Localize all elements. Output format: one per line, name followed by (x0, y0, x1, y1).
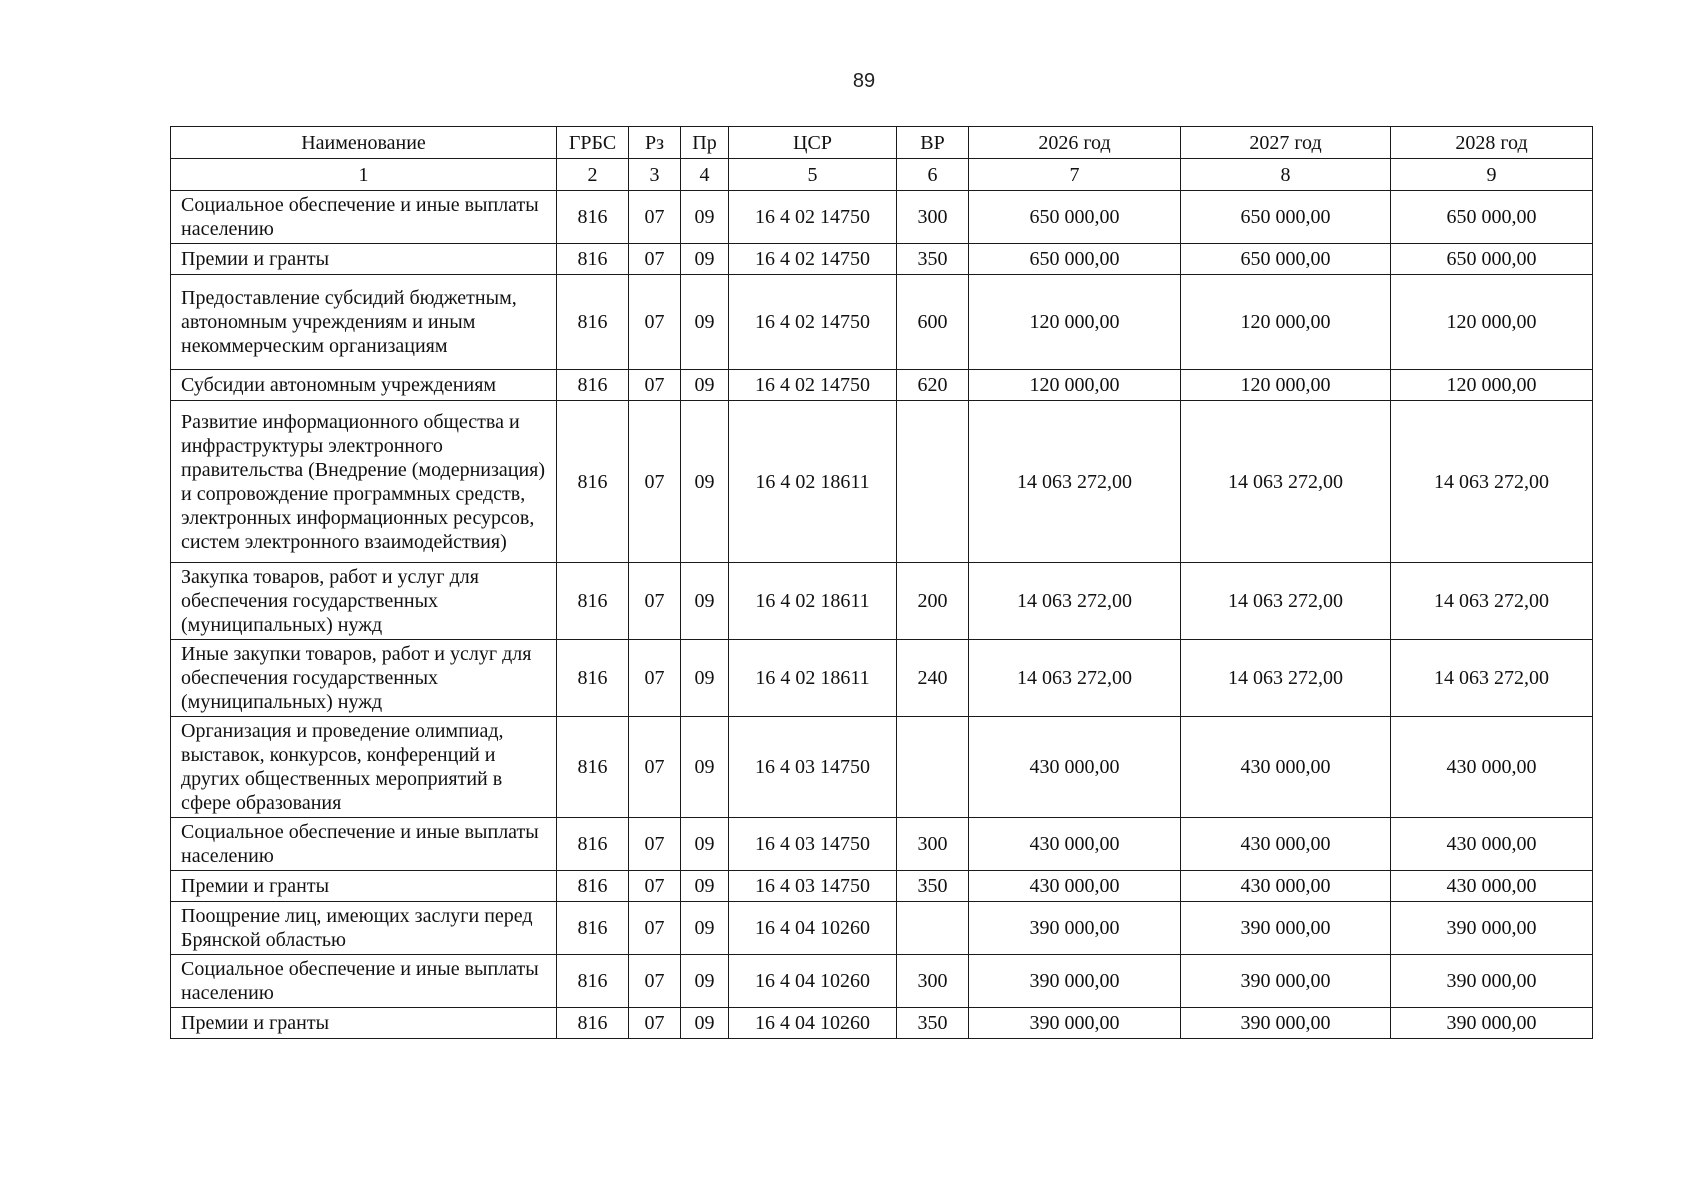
row-2027-amount: 390 000,00 (1181, 955, 1391, 1008)
row-pr-cell: 09 (681, 640, 729, 717)
row-2028-amount: 14 063 272,00 (1391, 563, 1593, 640)
row-2027-amount: 650 000,00 (1181, 191, 1391, 244)
row-vr-cell (897, 717, 969, 818)
row-2028-amount: 120 000,00 (1391, 370, 1593, 401)
row-rz-cell: 07 (629, 717, 681, 818)
row-2028-amount: 390 000,00 (1391, 1008, 1593, 1039)
row-2027-amount: 430 000,00 (1181, 818, 1391, 871)
header-2026: 2026 год (969, 127, 1181, 159)
row-2027-amount: 390 000,00 (1181, 1008, 1391, 1039)
row-name-cell: Премии и гранты (171, 244, 557, 275)
row-grbs-cell: 816 (557, 275, 629, 370)
row-2028-amount: 430 000,00 (1391, 717, 1593, 818)
row-name-cell: Социальное обеспечение и иные выплаты населению (171, 191, 557, 244)
table-row (171, 563, 1593, 640)
row-2028-amount: 650 000,00 (1391, 191, 1593, 244)
row-2026-amount: 120 000,00 (969, 275, 1181, 370)
column-number: 6 (897, 159, 969, 191)
row-pr-cell: 09 (681, 871, 729, 902)
row-name-cell: Премии и гранты (171, 1008, 557, 1039)
table-body (171, 191, 1593, 1039)
row-name-cell: Закупка товаров, работ и услуг для обеспечения государственных (муниципальных) нужд (171, 563, 557, 640)
row-2026-amount: 390 000,00 (969, 1008, 1181, 1039)
row-csr-cell: 16 4 02 18611 (729, 563, 897, 640)
row-2027-amount: 14 063 272,00 (1181, 401, 1391, 563)
table-row (171, 871, 1593, 902)
budget-table (170, 126, 1593, 1039)
row-pr-cell: 09 (681, 401, 729, 563)
row-2027-amount: 14 063 272,00 (1181, 563, 1391, 640)
row-2028-amount: 430 000,00 (1391, 818, 1593, 871)
header-pr: Пр (681, 127, 729, 159)
row-2028-amount: 390 000,00 (1391, 902, 1593, 955)
row-pr-cell: 09 (681, 1008, 729, 1039)
column-number: 7 (969, 159, 1181, 191)
header-row (171, 127, 1593, 159)
row-grbs-cell: 816 (557, 955, 629, 1008)
row-2028-amount: 14 063 272,00 (1391, 401, 1593, 563)
header-name: Наименование (171, 127, 557, 159)
row-vr-cell: 350 (897, 1008, 969, 1039)
row-pr-cell: 09 (681, 370, 729, 401)
row-2027-amount: 14 063 272,00 (1181, 640, 1391, 717)
row-csr-cell: 16 4 02 18611 (729, 640, 897, 717)
row-name-cell: Социальное обеспечение и иные выплаты населению (171, 818, 557, 871)
table-row (171, 1008, 1593, 1039)
row-grbs-cell: 816 (557, 401, 629, 563)
row-csr-cell: 16 4 03 14750 (729, 871, 897, 902)
row-csr-cell: 16 4 04 10260 (729, 1008, 897, 1039)
row-csr-cell: 16 4 04 10260 (729, 955, 897, 1008)
row-vr-cell (897, 401, 969, 563)
row-pr-cell: 09 (681, 191, 729, 244)
column-number: 5 (729, 159, 897, 191)
row-grbs-cell: 816 (557, 871, 629, 902)
row-2027-amount: 430 000,00 (1181, 871, 1391, 902)
row-rz-cell: 07 (629, 902, 681, 955)
column-number: 1 (171, 159, 557, 191)
row-csr-cell: 16 4 02 14750 (729, 191, 897, 244)
row-vr-cell: 300 (897, 955, 969, 1008)
row-pr-cell: 09 (681, 955, 729, 1008)
row-pr-cell: 09 (681, 902, 729, 955)
row-2028-amount: 650 000,00 (1391, 244, 1593, 275)
row-csr-cell: 16 4 03 14750 (729, 717, 897, 818)
table-row (171, 955, 1593, 1008)
row-rz-cell: 07 (629, 563, 681, 640)
row-2026-amount: 14 063 272,00 (969, 401, 1181, 563)
row-2027-amount: 650 000,00 (1181, 244, 1391, 275)
row-rz-cell: 07 (629, 275, 681, 370)
row-pr-cell: 09 (681, 275, 729, 370)
row-2027-amount: 120 000,00 (1181, 275, 1391, 370)
row-vr-cell (897, 902, 969, 955)
table-row (171, 244, 1593, 275)
row-csr-cell: 16 4 02 14750 (729, 244, 897, 275)
row-vr-cell: 300 (897, 818, 969, 871)
row-2027-amount: 390 000,00 (1181, 902, 1391, 955)
header-vr: ВР (897, 127, 969, 159)
row-pr-cell: 09 (681, 563, 729, 640)
row-grbs-cell: 816 (557, 370, 629, 401)
row-grbs-cell: 816 (557, 244, 629, 275)
row-name-cell: Поощрение лиц, имеющих заслуги перед Брянской областью (171, 902, 557, 955)
row-grbs-cell: 816 (557, 717, 629, 818)
row-vr-cell: 200 (897, 563, 969, 640)
row-grbs-cell: 816 (557, 1008, 629, 1039)
row-grbs-cell: 816 (557, 191, 629, 244)
header-rz: Рз (629, 127, 681, 159)
row-rz-cell: 07 (629, 955, 681, 1008)
row-rz-cell: 07 (629, 244, 681, 275)
row-grbs-cell: 816 (557, 640, 629, 717)
row-name-cell: Развитие информационного общества и инфраструктуры электронного правительства (Внедрение (модернизация) и сопровождение программных средств, электронных информационных ресурсов, систем электронного взаимодействия) (171, 401, 557, 563)
row-name-cell: Иные закупки товаров, работ и услуг для обеспечения государственных (муниципальных) нужд (171, 640, 557, 717)
row-vr-cell: 350 (897, 244, 969, 275)
table-row (171, 640, 1593, 717)
row-2026-amount: 430 000,00 (969, 871, 1181, 902)
row-2026-amount: 650 000,00 (969, 191, 1181, 244)
page-number: 89 (852, 70, 876, 92)
row-vr-cell: 240 (897, 640, 969, 717)
row-rz-cell: 07 (629, 370, 681, 401)
row-2026-amount: 650 000,00 (969, 244, 1181, 275)
row-name-cell: Субсидии автономным учреждениям (171, 370, 557, 401)
table-row (171, 191, 1593, 244)
row-2028-amount: 430 000,00 (1391, 871, 1593, 902)
row-rz-cell: 07 (629, 1008, 681, 1039)
row-vr-cell: 300 (897, 191, 969, 244)
column-number: 9 (1391, 159, 1593, 191)
row-2028-amount: 120 000,00 (1391, 275, 1593, 370)
row-grbs-cell: 816 (557, 818, 629, 871)
column-number: 8 (1181, 159, 1391, 191)
row-rz-cell: 07 (629, 401, 681, 563)
row-rz-cell: 07 (629, 818, 681, 871)
row-csr-cell: 16 4 02 18611 (729, 401, 897, 563)
row-vr-cell: 350 (897, 871, 969, 902)
row-vr-cell: 600 (897, 275, 969, 370)
row-csr-cell: 16 4 02 14750 (729, 370, 897, 401)
row-name-cell: Предоставление субсидий бюджетным, автономным учреждениям и иным некоммерческим организациям (171, 275, 557, 370)
header-2027: 2027 год (1181, 127, 1391, 159)
row-csr-cell: 16 4 02 14750 (729, 275, 897, 370)
table-row (171, 275, 1593, 370)
row-rz-cell: 07 (629, 871, 681, 902)
row-2028-amount: 390 000,00 (1391, 955, 1593, 1008)
row-pr-cell: 09 (681, 244, 729, 275)
header-csr: ЦСР (729, 127, 897, 159)
row-2027-amount: 430 000,00 (1181, 717, 1391, 818)
row-2026-amount: 14 063 272,00 (969, 563, 1181, 640)
row-name-cell: Организация и проведение олимпиад, выставок, конкурсов, конференций и других общественных мероприятий в сфере образования (171, 717, 557, 818)
table-row (171, 401, 1593, 563)
row-rz-cell: 07 (629, 191, 681, 244)
column-number: 4 (681, 159, 729, 191)
table-row (171, 370, 1593, 401)
row-vr-cell: 620 (897, 370, 969, 401)
row-csr-cell: 16 4 03 14750 (729, 818, 897, 871)
row-pr-cell: 09 (681, 818, 729, 871)
table-row (171, 717, 1593, 818)
header-grbs: ГРБС (557, 127, 629, 159)
column-number: 3 (629, 159, 681, 191)
row-2028-amount: 14 063 272,00 (1391, 640, 1593, 717)
column-number: 2 (557, 159, 629, 191)
row-grbs-cell: 816 (557, 902, 629, 955)
row-2026-amount: 390 000,00 (969, 902, 1181, 955)
row-pr-cell: 09 (681, 717, 729, 818)
row-2026-amount: 430 000,00 (969, 717, 1181, 818)
row-csr-cell: 16 4 04 10260 (729, 902, 897, 955)
row-name-cell: Социальное обеспечение и иные выплаты населению (171, 955, 557, 1008)
row-name-cell: Премии и гранты (171, 871, 557, 902)
row-2026-amount: 120 000,00 (969, 370, 1181, 401)
row-2026-amount: 390 000,00 (969, 955, 1181, 1008)
row-rz-cell: 07 (629, 640, 681, 717)
header-2028: 2028 год (1391, 127, 1593, 159)
row-2026-amount: 14 063 272,00 (969, 640, 1181, 717)
table-row (171, 818, 1593, 871)
row-2026-amount: 430 000,00 (969, 818, 1181, 871)
row-grbs-cell: 816 (557, 563, 629, 640)
column-number-row (171, 159, 1593, 191)
row-2027-amount: 120 000,00 (1181, 370, 1391, 401)
table-row (171, 902, 1593, 955)
